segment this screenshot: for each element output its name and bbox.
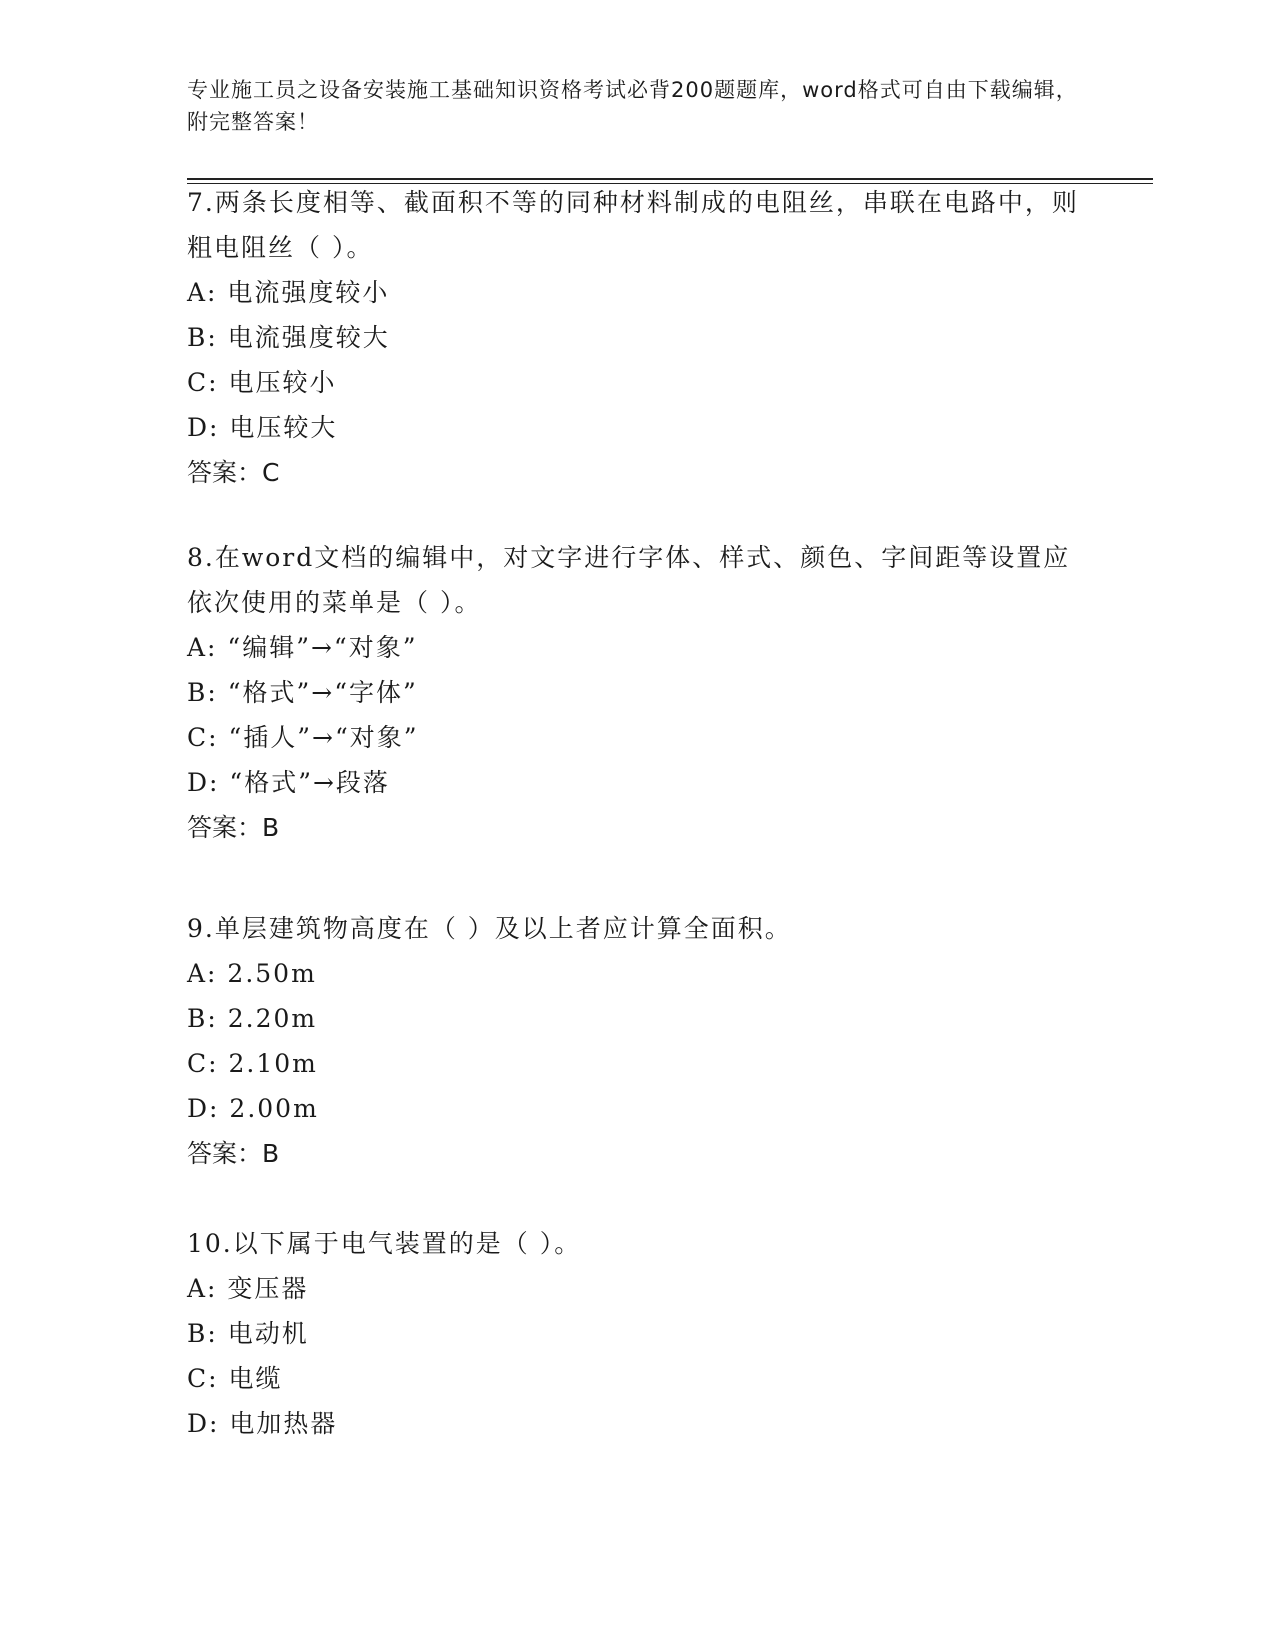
answer-label: 答案：C xyxy=(187,458,280,487)
option-d: D: 2.00m xyxy=(187,1094,319,1123)
option-c: C: 2.10m xyxy=(187,1049,318,1078)
option-c: C: 电压较小 xyxy=(187,368,337,397)
answer-label: 答案：B xyxy=(187,813,280,842)
question-stem: 8.在word文档的编辑中，对文字进行字体、样式、颜色、字间距等设置应依次使用的菜单是（ ）。 xyxy=(187,543,1071,617)
question-stem: 10.以下属于电气装置的是（ ）。 xyxy=(187,1229,582,1258)
question-10 xyxy=(187,1221,1087,1446)
option-a: A: 2.50m xyxy=(187,959,317,988)
answer-label: 答案：B xyxy=(187,1139,280,1168)
option-b: B: 电流强度较大 xyxy=(187,323,390,352)
option-c: C: 电缆 xyxy=(187,1364,283,1393)
option-c: C: “插人”→“对象” xyxy=(187,723,419,752)
option-b: B: “格式”→“字体” xyxy=(187,678,418,707)
option-d: D: “格式”→段落 xyxy=(187,768,390,797)
option-b: B: 2.20m xyxy=(187,1004,318,1033)
option-b: B: 电动机 xyxy=(187,1319,309,1348)
question-7 xyxy=(187,180,1087,495)
option-d: D: 电压较大 xyxy=(187,413,338,442)
option-a: A: 电流强度较小 xyxy=(187,278,390,307)
question-stem: 7.两条长度相等、截面积不等的同种材料制成的电阻丝，串联在电路中，则粗电阻丝（ ）。 xyxy=(187,188,1079,262)
option-a: A: “编辑”→“对象” xyxy=(187,633,418,662)
document-header: 专业施工员之设备安装施工基础知识资格考试必背200题题库，word格式可自由下载编辑，附完整答案！ xyxy=(187,78,1078,134)
option-a: A: 变压器 xyxy=(187,1274,309,1303)
question-9 xyxy=(187,906,1087,1176)
question-stem: 9.单层建筑物高度在（ ）及以上者应计算全面积。 xyxy=(187,914,792,943)
option-d: D: 电加热器 xyxy=(187,1409,338,1438)
question-8 xyxy=(187,535,1087,850)
